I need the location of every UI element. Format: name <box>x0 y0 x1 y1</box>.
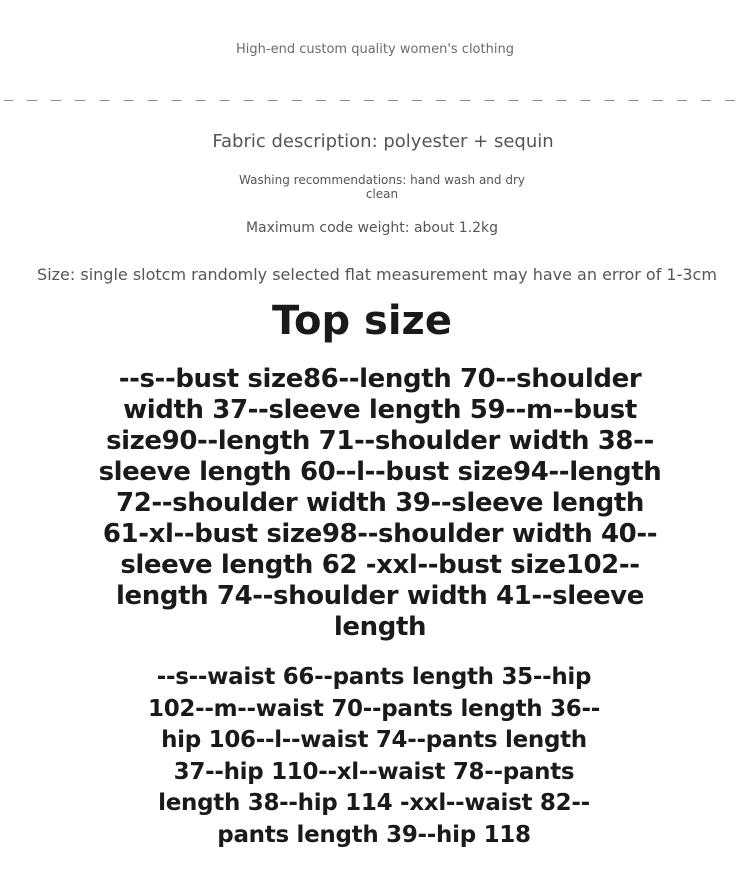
brand-tagline: High-end custom quality women's clothing <box>236 42 514 57</box>
top-size-list: --s--bust size86--length 70--shoulder width 37--sleeve length 59--m--bust size90--length 71--shoulder width 38--sleeve length 60--l--bust size94--length 72--shoulder width 39--sleeve length 61-xl--bust size98--shoulder width 40--sleeve length 62 -xxl--bust size102--length 74--shoulder width 41--sleeve length <box>98 364 662 642</box>
pants-size-list: --s--waist 66--pants length 35--hip 102--m--waist 70--pants length 36--hip 106--l--waist 74--pants length 37--hip 110--xl--waist 78--pants length 38--hip 114 -xxl--waist 82--pants length 39--hip 118 <box>148 664 600 848</box>
top-size-title: Top size <box>272 298 452 344</box>
size-measurement-note: Size: single slotcm randomly selected flat measurement may have an error of 1-3cm <box>37 265 717 284</box>
dashed-divider <box>4 100 746 101</box>
maximum-weight: Maximum code weight: about 1.2kg <box>245 220 499 236</box>
fabric-description: Fabric description: polyester + sequin <box>212 131 554 152</box>
washing-recommendations: Washing recommendations: hand wash and dry clean <box>239 173 525 201</box>
